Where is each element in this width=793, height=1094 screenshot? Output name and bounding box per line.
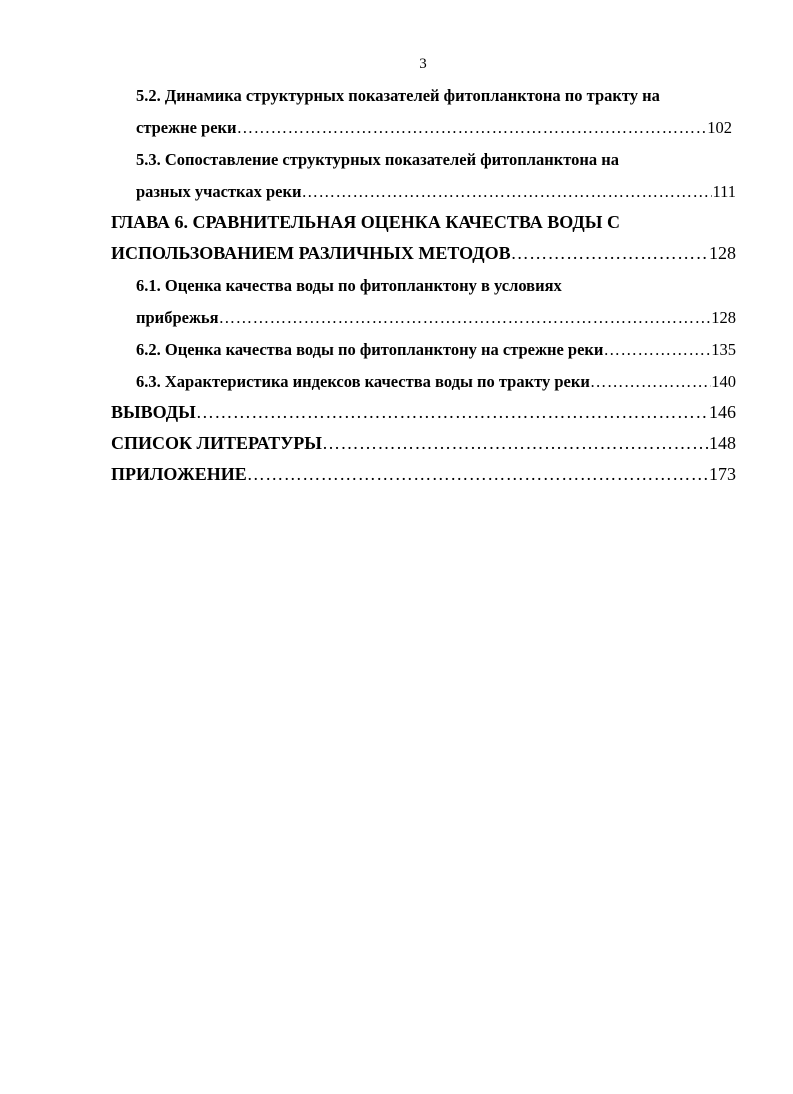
toc-entry-6-1-title: 6.1. Оценка качества воды по фитопланктону в условиях	[136, 276, 562, 295]
toc-conclusions-page: 146	[709, 402, 736, 422]
toc-entry-5-2-line2	[136, 116, 732, 140]
toc-entry-6-1-line2	[136, 306, 736, 330]
leader-dots	[511, 241, 709, 265]
toc-conclusions	[111, 400, 736, 424]
leader-dots	[301, 180, 712, 204]
toc-entry-5-2-title-cont: стрежне реки	[136, 118, 237, 137]
toc-entry-5-2-title: 5.2. Динамика структурных показателей фитопланктона по тракту на	[136, 86, 660, 105]
toc-entry-5-2-line1	[136, 84, 660, 108]
leader-dots	[603, 338, 711, 362]
toc-references-page: 148	[709, 433, 736, 453]
toc-conclusions-title: ВЫВОДЫ	[111, 402, 196, 422]
leader-dots	[247, 462, 709, 486]
toc-appendix-page: 173	[709, 464, 736, 484]
leader-dots	[322, 431, 709, 455]
toc-entry-6-2-page: 135	[711, 340, 736, 359]
toc-entry-5-2-page: 102	[707, 118, 732, 137]
toc-chapter-6-line1	[111, 210, 620, 234]
toc-entry-6-3	[136, 370, 736, 394]
toc-chapter-6-line2	[111, 241, 736, 265]
toc-entry-6-1-page: 128	[711, 308, 736, 327]
toc-entry-5-3-page: 111	[712, 182, 736, 201]
page-number: 3	[419, 56, 427, 72]
toc-entry-5-3-line1	[136, 148, 619, 172]
leader-dots	[219, 306, 712, 330]
toc-references	[111, 431, 736, 455]
toc-entry-5-3-title-cont: разных участках реки	[136, 182, 302, 201]
toc-references-title: СПИСОК ЛИТЕРАТУРЫ	[111, 433, 322, 453]
toc-appendix	[111, 462, 736, 486]
toc-appendix-title: ПРИЛОЖЕНИЕ	[111, 464, 247, 484]
toc-entry-6-1-line1	[136, 274, 562, 298]
leader-dots	[196, 400, 709, 424]
toc-entry-6-3-title: 6.3. Характеристика индексов качества воды по тракту реки	[136, 372, 590, 391]
toc-chapter-6-page: 128	[709, 243, 736, 263]
toc-entry-5-3-title: 5.3. Сопоставление структурных показателей фитопланктона на	[136, 150, 620, 169]
leader-dots	[237, 116, 708, 140]
leader-dots	[590, 370, 711, 394]
toc-chapter-6-title: ГЛАВА 6. СРАВНИТЕЛЬНАЯ ОЦЕНКА КАЧЕСТВА ВОДЫ С	[111, 212, 620, 232]
toc-entry-6-3-page: 140	[711, 372, 736, 391]
toc-entry-5-3-line2	[136, 180, 736, 204]
toc-entry-6-2-title: 6.2. Оценка качества воды по фитопланктону на стрежне реки	[136, 340, 604, 359]
toc-entry-6-1-title-cont: прибрежья	[136, 308, 219, 327]
toc-chapter-6-title-cont: ИСПОЛЬЗОВАНИЕМ РАЗЛИЧНЫХ МЕТОДОВ	[111, 243, 511, 263]
toc-entry-6-2	[136, 338, 736, 362]
